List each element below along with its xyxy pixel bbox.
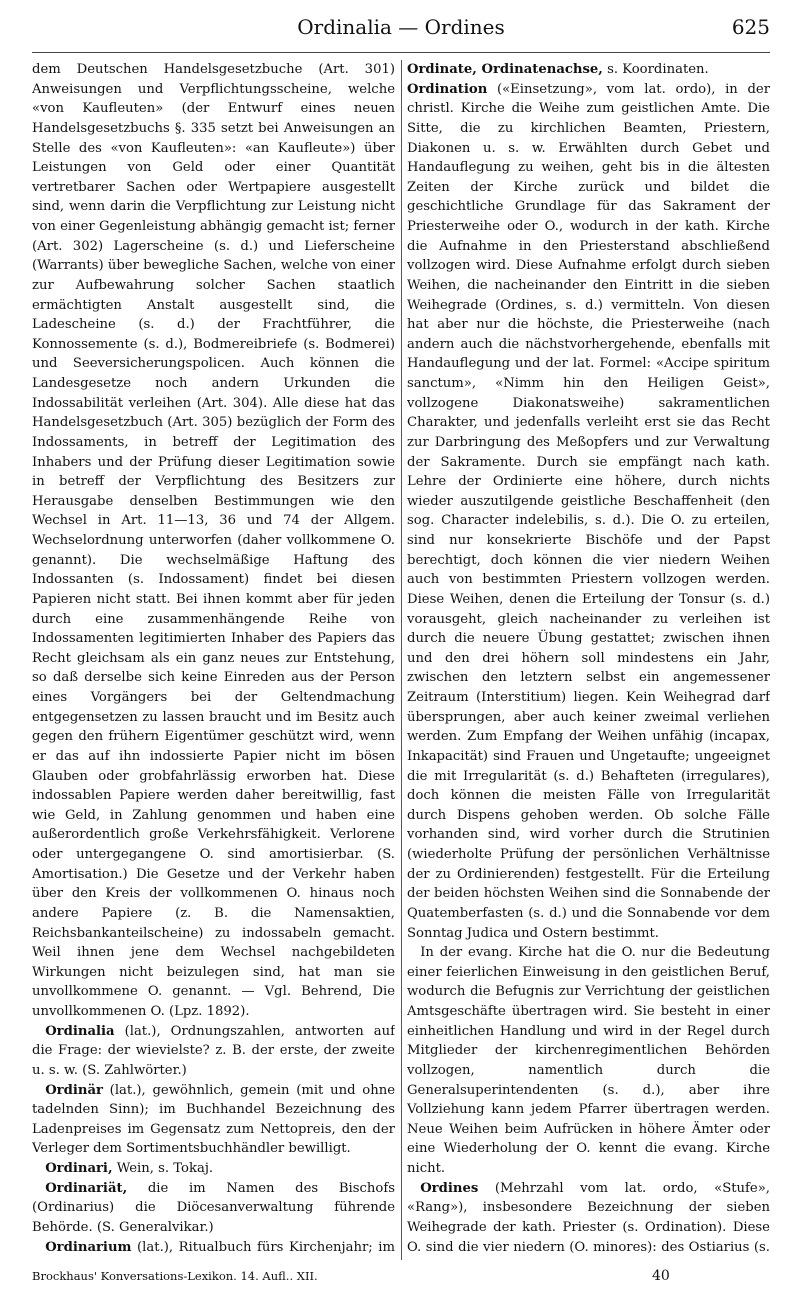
running-head: Ordinalia — Ordines [297,15,505,39]
left-column [32,60,395,1260]
entry-headword: Ordinarium [45,1239,132,1255]
entry-text: (Mehrzahl vom lat. ordo, «Stufe», «Rang»), insbesondere Bezeichnung der sieben Weihegrade der kath. Priester (s. Ordination). Diese O. sind die vier niedern (O. minores): des Ostiarius (s. [407,1180,770,1255]
text-columns [32,60,770,1260]
page-header [32,12,770,53]
entry-headword: Ordination [407,81,488,97]
imprint-line: Brockhaus' Konversations-Lexikon. 14. Aufl.. XII. [32,1269,318,1283]
entry-text: (lat.), Ordnungszahlen, antworten auf die Frage: der wievielste? z. B. der erste, der zweite u. s. w. (S. Zahlwörter.) [32,1023,395,1078]
column-divider [401,60,402,1260]
entry-ordinalia [32,1022,395,1081]
entry-ordinarium [32,1238,395,1261]
entry-text: die im Namen des Bischofs (Ordinarius) die Diöcesanverwaltung führende Behörde. (S. Generalvikar.) [32,1180,395,1235]
entry-headword: Ordinari, [45,1161,113,1176]
entry-text: Wein, s. Tokaj. [112,1161,214,1176]
right-column [407,60,770,1260]
entry-ordinate [407,60,770,80]
entry-headword: Ordinär [45,1082,103,1098]
entry-text: s. Koordinaten. [602,62,709,77]
entry-headword: Ordines [420,1180,479,1196]
entry-text: (lat.), Ritualbuch fürs Kirchenjahr; im [137,1239,395,1255]
signature-mark: 40 [652,1268,670,1284]
page-footer [32,1266,770,1290]
entry-ordination [407,80,770,944]
entry-ordinariat [32,1179,395,1238]
entry-ordinari [32,1159,395,1179]
entry-headword: Ordinate, Ordinatenachse, [407,62,603,77]
entry-ordines [407,1179,770,1260]
entry-text: (lat.), gewöhnlich, gemein (mit und ohne tadelnden Sinn); im Buchhandel Bezeichnung des Ladenpreises im Gegensatz zum Nettopreis, den der Verleger dem Sortimentsbuchhändler bewilligt. [32,1082,395,1157]
entry-ordination-continued [407,943,770,1179]
entry-headword: Ordinariät, [45,1180,128,1196]
entry-headword: Ordinalia [45,1023,115,1039]
entry-text: In der evang. Kirche hat die O. nur die Bedeutung einer feierlichen Einweisung in den geistlichen Beruf, wodurch die Befugnis zur Verrichtung der geistlichen Amtsgeschäfte übertragen wird. Sie besteht in einer einheitlichen Handlung und wird in der Regel durch Mitglieder der kirchenregimentlichen Behörden vollzogen, namentlich durch die Generalsuperintendenten (s. d.), aber ihre Vollziehung kann jedem Pfarrer übertragen werden. Neue Weihen beim Aufrücken in höhere Ämter oder eine Wiederholung der O. kennt die evang. Kirche nicht. [407,945,770,1176]
page-number: 625 [731,15,770,39]
entry-text: («Einsetzung», vom lat. ordo), in der christl. Kirche die Weihe zum geistlichen Amte. Die Sitte, die zu kirchlichen Beamten, Priestern, Diakonen u. s. w. Erwählten durch Gebet und Handauflegung zu weihen, geht bis in die ältesten Zeiten der Kirche zurück und bildet die geschichtliche Grundlage für das Sakrament der Priesterweihe oder O., wodurch in der kath. Kirche die Aufnahme in den Priesterstand abschließend vollzogen wird. Diese Aufnahme erfolgt durch sieben Weihen, die nacheinander den Eintritt in die sieben Weihegrade (Ordines, s. d.) vermitteln. Von diesen hat aber nur die höchste, die Priesterweihe (nach andern auch die nächstvorhergehende, ebenfalls mit Handauflegung und der lat. Formel: «Accipe spiritum sanctum», «Nimm hin den Heiligen Geist», vollzogene Diakonatsweihe) sakramentlichen Charakter, und jedenfalls verleiht erst sie das Recht zur Darbringung des Meßopfers und zur Verwaltung der Sakramente. Durch sie empfängt nach kath. Lehre der Ordinierte eine höhere, durch nichts wieder auszutilgende geistliche Beschaffenheit (den sog. Character indelebilis, s. d.). Die O. zu erteilen, sind nur konsekrierte Bischöfe und der Papst berechtigt, doch können die vier niedern Weihen auch von bestimmten Priestern vollzogen werden. Diese Weihen, denen die Erteilung der Tonsur (s. d.) vorausgeht, gleich nacheinander zu verleihen ist durch die neuere Übung gestattet; zwischen ihnen und den drei höhern soll mindestens ein Jahr, zwischen den letztern selbst ein angemessener Zeitraum (Interstitium) liegen. Kein Weihegrad darf übersprungen, aber auch keiner zweimal verliehen werden. Zum Empfang der Weihen unfähig (incapax, Inkapacität) sind Frauen und Ungetaufte; ungeeignet die mit Irregularität (s. d.) Behafteten (irregulares), doch können die meisten Fälle von Irregularität durch Dispens gehoben werden. Ob solche Fälle vorhanden sind, wird vorher durch die Strutinien (wiederholte Prüfung der persönlichen Verhältnisse der zu Ordinierenden) festgestellt. Für die Erteilung der beiden höchsten Weihen sind die Sonnabende der Quatemberfasten (s. d.) und die Sonnabende vor dem Sonntag Judica und Ostern bestimmt. [407,81,770,941]
continued-entry-text: dem Deutschen Handelsgesetzbuche (Art. 301) Anweisungen und Verpflichtungsscheine, welche «von Kaufleuten» (der Entwurf eines neuen Handelsgesetzbuchs §. 335 setzt bei Anweisungen an Stelle des «von Kaufleuten»: «an Kaufleute») über Leistungen von Geld oder einer Quantität vertretbarer Sachen oder Wertpapiere ausgestellt sind, wenn darin die Verpflichtung zur Leistung nicht von einer Gegenleistung abhängig gemacht ist; ferner (Art. 302) Lagerscheine (s. d.) und Lieferscheine (Warrants) über bewegliche Sachen, welche von einer zur Aufbewahrung solcher Sachen staatlich ermächtigten Anstalt ausgestellt sind, die Ladescheine (s. d.) der Frachtführer, die Konnossemente (s. d.), Bodmereibriefe (s. Bodmerei) und Seeversicherungspolicen. Auch können die Landesgesetze noch andern Urkunden die Indossabilität verleihen (Art. 304). Alle diese hat das Handelsgesetzbuch (Art. 305) bezüglich der Form des Indossaments, in betreff der Legitimation des Inhabers und der Prüfung dieser Legitimation sowie in betreff der Verpflichtung des Besitzers zur Herausgabe denselben Bestimmungen wie den Wechsel in Art. 11—13, 36 und 74 der Allgem. Wechselordnung unterworfen (daher vollkommene O. genannt). Die wechselmäßige Haftung des Indossanten (s. Indossament) findet bei diesen Papieren nicht statt. Bei ihnen kommt aber für jeden durch eine zusammenhängende Reihe von Indossamenten legitimierten Inhaber des Papiers das Recht gleichsam als ein ganz neues zur Entstehung, so daß derselbe sich keine Einreden aus der Person eines Vorgängers bei der Geltendmachung entgegensetzen zu lassen braucht und im Besitz auch gegen den frühern Eigentümer geschützt wird, wenn er das auf ihn indossierte Papier nicht im bösen Glauben oder grobfahrlässig erworben hat. Diese indossablen Papiere werden daher bereitwillig, fast wie Geld, in Zahlung genommen und haben eine außerordentlich große Verkehrsfähigkeit. Verlorene oder untergegangene O. sind amortisierbar. (S. Amortisation.) Die Gesetze und der Verkehr haben über den Kreis der vollkommenen O. hinaus noch andere Papiere (z. B. die Namensaktien, Reichsbankanteilscheine) zu indossabeln gemacht. Weil ihnen jene dem Wechsel nachgebildeten Wirkungen nicht beizulegen sind, hat man sie unvollkommene O. genannt. — Vgl. Behrend, Die unvollkommenen O. (Lpz. 1892). [32,62,395,1019]
entry-ordinaer [32,1081,395,1160]
